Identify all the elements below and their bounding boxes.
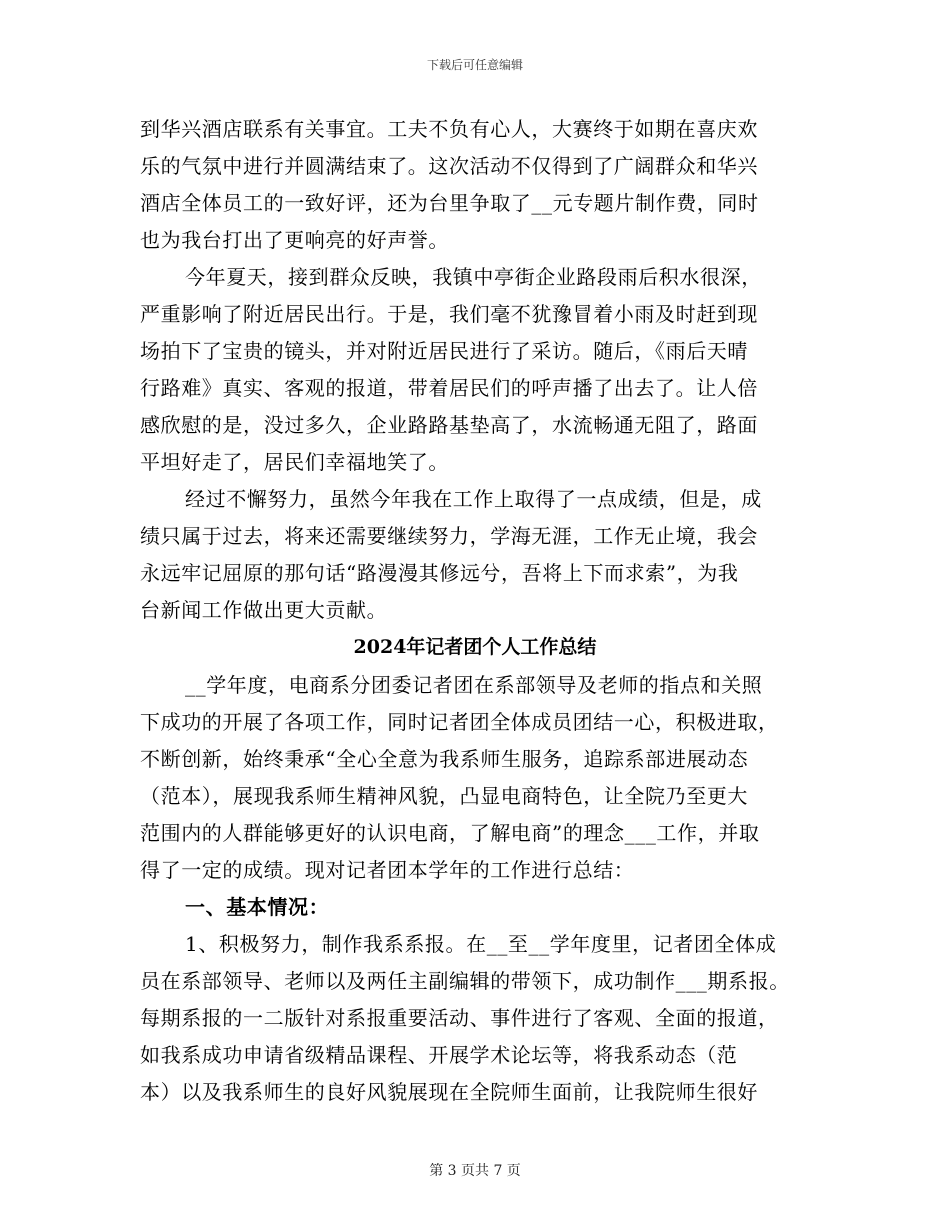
paragraph-line: 今年夏天，接到群众反映，我镇中亭街企业路段雨后积水很深，	[185, 265, 762, 289]
section-heading: 一、基本情况：	[185, 895, 330, 919]
paragraph-line: 严重影响了附近居民出行。于是，我们毫不犹豫冒着小雨及时赶到现	[140, 302, 758, 326]
paragraph-line: __学年度，电商系分团委记者团在系部领导及老师的指点和关照	[185, 673, 763, 697]
paragraph-line: 员在系部领导、老师以及两任主副编辑的带领下，成功制作___期系报。	[140, 969, 790, 993]
paragraph-line: 酒店全体员工的一致好评，还为台里争取了__元专题片制作费，同时	[140, 191, 759, 215]
paragraph-line: 如我系成功申请省级精品课程、开展学术论坛等，将我系动态（范	[140, 1043, 738, 1067]
paragraph-line: 行路难》真实、客观的报道，带着居民们的呼声播了出去了。让人倍	[140, 376, 758, 400]
paragraph-line: 得了一定的成绩。现对记者团本学年的工作进行总结：	[140, 858, 635, 882]
paragraph-line: 每期系报的一二版针对系报重要活动、事件进行了客观、全面的报道，	[140, 1006, 779, 1030]
paragraph-line: 台新闻工作做出更大贡献。	[140, 598, 388, 622]
paragraph-line: 感欣慰的是，没过多久，企业路路基垫高了，水流畅通无阻了，路面	[140, 413, 758, 437]
paragraph-line: 永远牢记屈原的那句话“路漫漫其修远兮，吾将上下而求索”，为我	[140, 561, 739, 585]
paragraph-line: 绩只属于过去，将来还需要继续努力，学海无涯，工作无止境，我会	[140, 524, 758, 548]
paragraph-line: （范本），展现我系师生精神风貌，凸显电商特色，让全院乃至更大	[140, 784, 748, 808]
paragraph-line: 到华兴酒店联系有关事宜。工夫不负有心人，大赛终于如期在喜庆欢	[140, 117, 758, 141]
paragraph-line: 乐的气氛中进行并圆满结束了。这次活动不仅得到了广阔群众和华兴	[140, 154, 758, 178]
paragraph-line: 下成功的开展了各项工作，同时记者团全体成员团结一心，积极进取，	[140, 710, 779, 734]
paragraph-line: 平坦好走了，居民们幸福地笑了。	[140, 450, 449, 474]
paragraph-line: 也为我台打出了更响亮的好声誉。	[140, 228, 449, 252]
page-number: 第 3 页共 7 页	[429, 1163, 521, 1179]
paragraph-line: 经过不懈努力，虽然今年我在工作上取得了一点成绩，但是，成	[185, 487, 762, 511]
paragraph-line: 1、积极努力，制作我系系报。在__至__学年度里，记者团全体成	[185, 932, 777, 956]
page-header: 下载后可任意编辑	[426, 58, 523, 72]
paragraph-line: 本）以及我系师生的良好风貌展现在全院师生面前，让我院师生很好	[140, 1080, 758, 1104]
paragraph-line: 不断创新，始终秉承“全心全意为我系师生服务，追踪系部进展动态	[140, 747, 749, 771]
paragraph-line: 场拍下了宝贵的镜头，并对附近居民进行了采访。随后，《雨后天晴	[140, 339, 748, 363]
section-title: 2024年记者团个人工作总结	[353, 636, 597, 658]
paragraph-line: 范围内的人群能够更好的认识电商，了解电商”的理念___工作，并取	[140, 821, 760, 845]
